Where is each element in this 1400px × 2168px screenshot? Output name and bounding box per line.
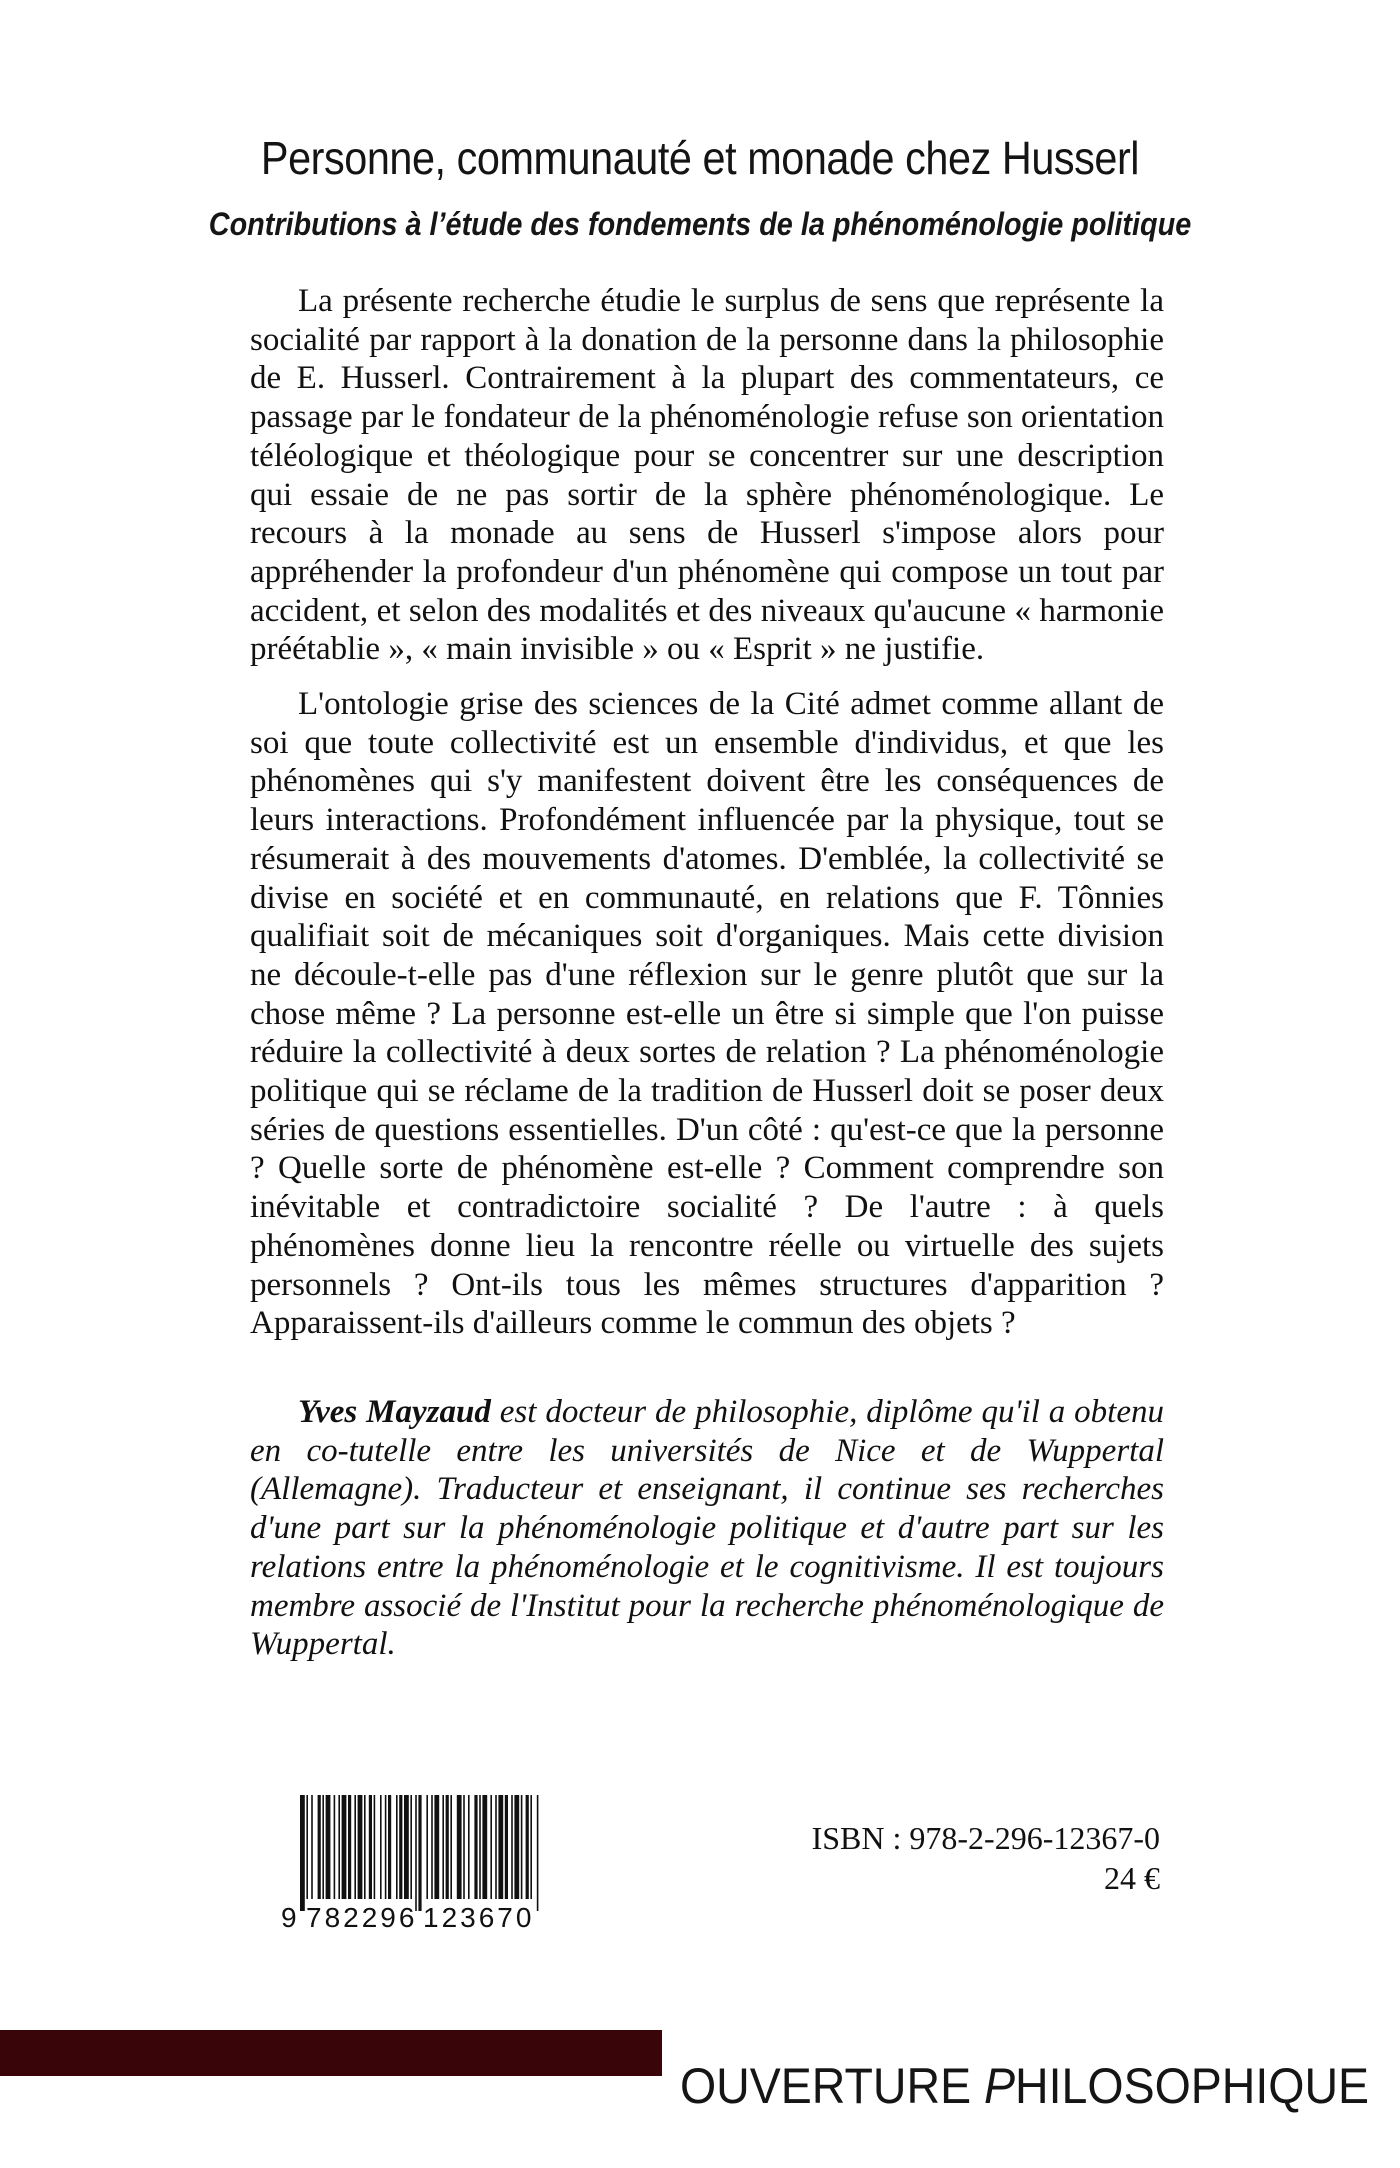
barcode-bar (418, 1795, 421, 1911)
barcode-first-digit: 9 (281, 1902, 297, 1933)
barcode-bar (463, 1795, 465, 1899)
book-title: Personne, communauté et monade chez Husserl (260, 132, 1140, 184)
barcode-bar (468, 1795, 470, 1899)
barcode-bar (338, 1795, 340, 1899)
series-name-part2: HILOSOPHIQUE (1015, 2058, 1370, 2114)
series-name-initial: P (984, 2058, 1016, 2114)
barcode-bar (426, 1795, 428, 1899)
barcode-bar (358, 1795, 363, 1899)
barcode-bar (415, 1795, 417, 1911)
summary-paragraph-2: L'ontologie grise des sciences de la Cité admet comme allant de soi que toute collectivité est un ensemble d'individus, et que les phénomènes qui s'y manifestent doivent être les conséquences de leurs interactions. Profondément influencée par la physique, tout se résumerait à des mouvements d'atomes. D'emblée, la collectivité se divise en société et en communauté, en relations que F. Tônnies qualifiait soit de mécaniques soit d'organiques. Mais cette division ne découle-t-elle pas d'une réflexion sur le genre plutôt que sur la chose même ? La personne est-elle un être si simple que l'on puisse réduire la collectivité à deux sortes de relation ? La phénoménologie politique qui se réclame de la tradition de Husserl doit se poser deux séries de questions essentielles. D'un côté : qu'est-ce que la personne ? Quelle sorte de phénomène est-elle ? Comment comprendre son inévitable et contradictoire socialité ? De l'autre : à quels phénomènes donne lieu la rencontre réelle ou virtuelle des sujets personnels ? Ont-ils tous les mêmes structures d'apparition ? Apparaissent-ils d'ailleurs comme le commun des objets ? (250, 686, 1164, 1342)
barcode-bar (490, 1795, 492, 1899)
barcode-bar (311, 1795, 313, 1899)
barcode-bar (431, 1795, 433, 1899)
barcode-bar (388, 1795, 391, 1899)
barcode-bar (410, 1795, 412, 1899)
barcode-bar (505, 1795, 508, 1899)
barcode-bar (450, 1795, 452, 1899)
barcode-bar (318, 1795, 321, 1899)
barcode-bar (498, 1795, 503, 1899)
barcode-bar (511, 1795, 513, 1899)
author-bio (250, 1393, 1164, 1664)
barcode-bar (354, 1795, 356, 1899)
barcode-bar (364, 1795, 366, 1899)
barcode-bar (530, 1795, 532, 1899)
barcode-bar (495, 1795, 497, 1899)
barcode-bar (334, 1795, 336, 1899)
barcode-bar (396, 1795, 398, 1899)
author-name: Yves Mayzaud (298, 1393, 491, 1430)
barcode-bar (404, 1795, 409, 1899)
barcode-bar (537, 1795, 539, 1911)
barcode-bar (300, 1795, 305, 1911)
barcode-digits-right: 123670 (423, 1902, 535, 1933)
series-stripe (0, 2030, 662, 2076)
book-subtitle: Contributions à l’étude des fondements de la phénoménologie politique (208, 206, 1192, 242)
barcode-bar (442, 1795, 444, 1899)
barcode (278, 1793, 548, 1933)
barcode-bars (300, 1795, 538, 1911)
barcode-bar (457, 1795, 462, 1899)
barcode-bar (514, 1795, 519, 1899)
series-name (680, 2046, 1370, 2126)
barcode-bar (474, 1795, 477, 1899)
barcode-bar (434, 1795, 439, 1899)
price: 24 € (1104, 1860, 1160, 1896)
barcode-bar (348, 1795, 351, 1899)
barcode-bar (526, 1795, 529, 1899)
series-name-part1: OUVERTURE (680, 2058, 985, 2114)
barcode-bar (374, 1795, 376, 1899)
barcode-bar (342, 1795, 347, 1899)
barcode-bar (322, 1795, 324, 1899)
barcode-bar (521, 1795, 523, 1899)
barcode-bar (326, 1795, 331, 1899)
barcode-bar (446, 1795, 449, 1899)
barcode-bar (385, 1795, 387, 1899)
barcode-bar (399, 1795, 402, 1899)
barcode-bar (482, 1795, 487, 1899)
author-bio-text: est docteur de philosophie, diplôme qu'il a obtenu en co-tutelle entre les universités de Nice et de Wuppertal (Allemagne). Traducteur et enseignant, il continue ses recherches d'une part sur la phénoménologie politique et d'autre part sur les relations entre la phénoménologie et le cognitivisme. Il est toujours membre associé de l'Institut pour la recherche phénoménologique de Wuppertal. (250, 1393, 1164, 1663)
isbn: ISBN : 978-2-296-12367-0 (811, 1820, 1160, 1856)
barcode-bar (380, 1795, 382, 1899)
barcode-digits-left: 782296 (306, 1902, 418, 1933)
summary-paragraph-1: La présente recherche étudie le surplus de sens que représente la socialité par rapport à la donation de la personne dans la philosophie de E. Husserl. Contrairement à la plupart des commentateurs, ce passage par le fondateur de la phénoménologie refuse son orientation téléologique et théologique pour se concentrer sur une description qui essaie de ne pas sortir de la sphère phénoménologique. Le recours à la monade au sens de Husserl s'impose alors pour appréhender la profondeur d'un phénomène qui compose un tout par accident, et selon des modalités et des niveaux qu'aucune « harmonie préétablie », « main invisible » ou « Esprit » ne justifie. (250, 283, 1164, 668)
barcode-bar (479, 1795, 481, 1899)
barcode-bar (369, 1795, 372, 1899)
back-cover-text (250, 282, 1164, 1680)
barcode-bar (306, 1795, 308, 1899)
